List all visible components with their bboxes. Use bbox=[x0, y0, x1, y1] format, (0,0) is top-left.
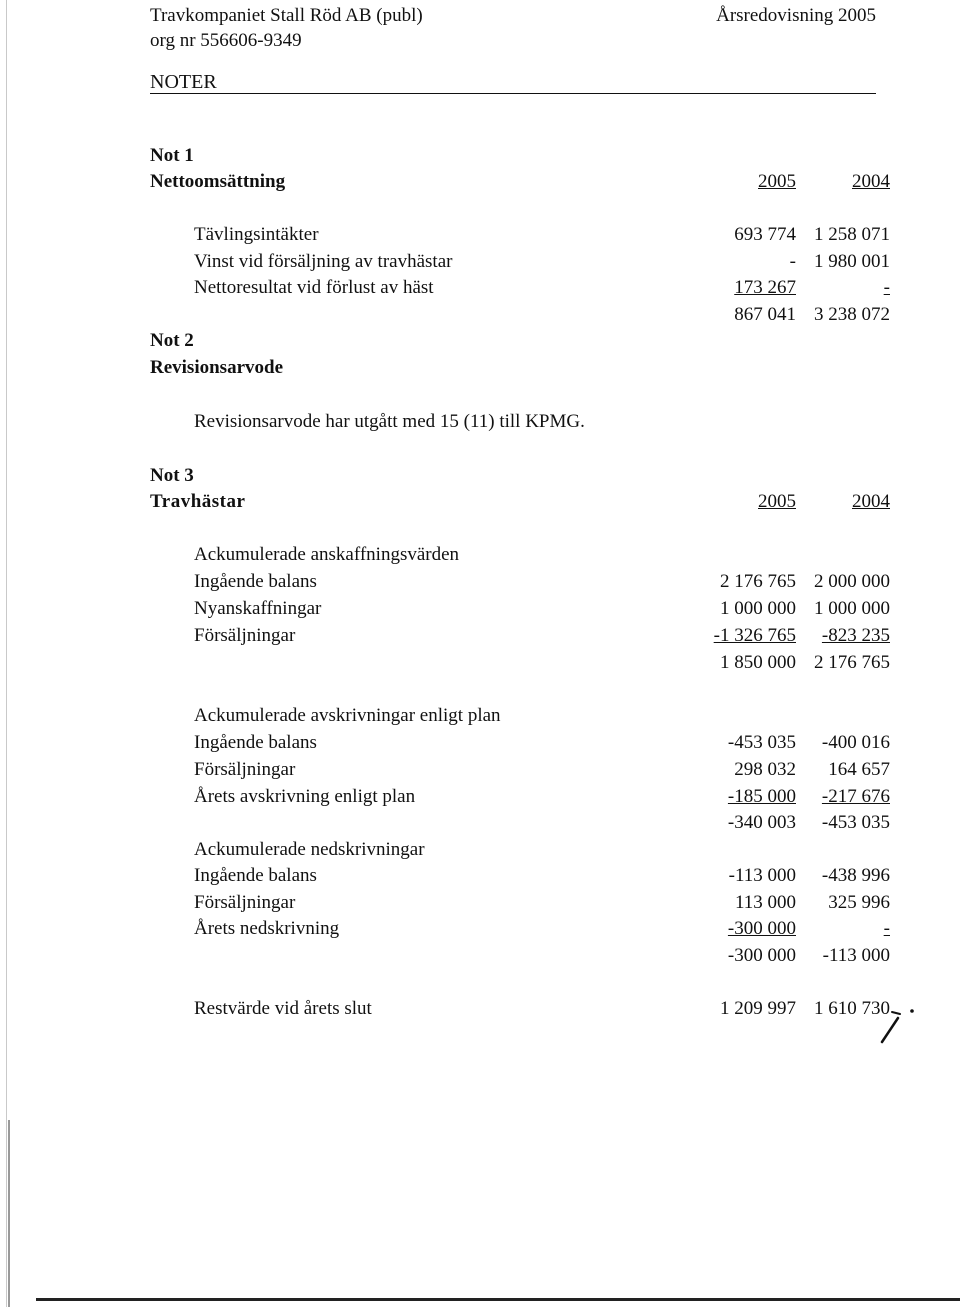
footer-rule bbox=[36, 1298, 960, 1301]
row-label: Nettoresultat vid förlust av häst bbox=[194, 277, 434, 298]
row-label: Tävlingsintäkter bbox=[194, 224, 319, 245]
row-value-2005: 2 176 765 bbox=[720, 571, 796, 592]
total-2004: -453 035 bbox=[821, 812, 890, 833]
total-2005: 1 850 000 bbox=[720, 652, 796, 673]
row-value-2005: -113 000 bbox=[728, 865, 796, 886]
note2-title: Revisionsarvode bbox=[150, 357, 283, 378]
row-value-2004: -217 676 bbox=[821, 786, 890, 807]
row-value-2004: 325 996 bbox=[828, 892, 890, 913]
note3-number: Not 3 bbox=[150, 465, 194, 486]
row-value-2004: 164 657 bbox=[828, 759, 890, 780]
subsection-heading: Ackumulerade anskaffningsvärden bbox=[194, 544, 460, 565]
org-number: org nr 556606-9349 bbox=[150, 30, 302, 51]
row-value-2005: -300 000 bbox=[727, 918, 796, 939]
row-value-2004: - bbox=[883, 277, 890, 298]
report-title: Årsredovisning 2005 bbox=[716, 5, 876, 26]
row-value-2005: 1 000 000 bbox=[720, 598, 796, 619]
total-2005: -340 003 bbox=[727, 812, 796, 833]
row-value-2005: -185 000 bbox=[727, 786, 796, 807]
row-value-2004: -438 996 bbox=[821, 865, 890, 886]
row-label: Årets avskrivning enligt plan bbox=[194, 786, 416, 807]
row-value-2005: -1 326 765 bbox=[713, 625, 796, 646]
row-value-2004: 2 000 000 bbox=[814, 571, 890, 592]
row-label: Vinst vid försäljning av travhästar bbox=[194, 251, 453, 272]
row-label: Ingående balans bbox=[194, 865, 317, 886]
row-label: Ingående balans bbox=[194, 571, 317, 592]
residual-label: Restvärde vid årets slut bbox=[194, 998, 372, 1019]
note2-text: Revisionsarvode har utgått med 15 (11) till KPMG. bbox=[194, 411, 585, 432]
total-2005: -300 000 bbox=[727, 945, 796, 966]
residual-2005: 1 209 997 bbox=[720, 998, 796, 1019]
scan-edge-lower bbox=[8, 1120, 10, 1307]
row-value-2004: 1 980 001 bbox=[814, 251, 890, 272]
row-value-2004: -823 235 bbox=[821, 625, 890, 646]
section-rule bbox=[150, 93, 876, 94]
row-value-2005: 173 267 bbox=[734, 277, 796, 298]
row-label: Försäljningar bbox=[194, 625, 296, 646]
row-value-2005: - bbox=[789, 251, 796, 272]
total-2004: 2 176 765 bbox=[814, 652, 890, 673]
note1-title: Nettoomsättning bbox=[150, 171, 286, 192]
row-value-2005: 113 000 bbox=[734, 892, 796, 913]
row-label: Ingående balans bbox=[194, 732, 317, 753]
row-value-2005: -453 035 bbox=[727, 732, 796, 753]
subsection-heading: Ackumulerade avskrivningar enligt plan bbox=[194, 705, 501, 726]
note3-year-2005: 2005 bbox=[758, 491, 796, 512]
row-label: Försäljningar bbox=[194, 892, 296, 913]
row-label: Årets nedskrivning bbox=[194, 918, 340, 939]
residual-2004: 1 610 730 bbox=[814, 998, 890, 1019]
note3-title: Travhästar bbox=[150, 491, 246, 512]
row-value-2004: 1 000 000 bbox=[814, 598, 890, 619]
row-value-2005: 298 032 bbox=[734, 759, 796, 780]
total-2004: 3 238 072 bbox=[814, 304, 890, 325]
row-label: Försäljningar bbox=[194, 759, 296, 780]
note1-number: Not 1 bbox=[150, 145, 194, 166]
subsection-heading: Ackumulerade nedskrivningar bbox=[194, 839, 425, 860]
note2-number: Not 2 bbox=[150, 330, 194, 351]
company-name: Travkompaniet Stall Röd AB (publ) bbox=[150, 5, 423, 26]
note1-year-2005: 2005 bbox=[758, 171, 796, 192]
row-value-2004: - bbox=[883, 918, 890, 939]
total-2005: 867 041 bbox=[734, 304, 796, 325]
note1-year-2004: 2004 bbox=[852, 171, 890, 192]
row-label: Nyanskaffningar bbox=[194, 598, 322, 619]
row-value-2004: -400 016 bbox=[821, 732, 890, 753]
row-value-2005: 693 774 bbox=[734, 224, 796, 245]
total-2004: -113 000 bbox=[822, 945, 890, 966]
note3-year-2004: 2004 bbox=[852, 491, 890, 512]
section-title: NOTER bbox=[150, 71, 217, 93]
scan-edge bbox=[6, 0, 7, 1307]
row-value-2004: 1 258 071 bbox=[814, 224, 890, 245]
handwritten-check-mark bbox=[872, 1000, 922, 1046]
